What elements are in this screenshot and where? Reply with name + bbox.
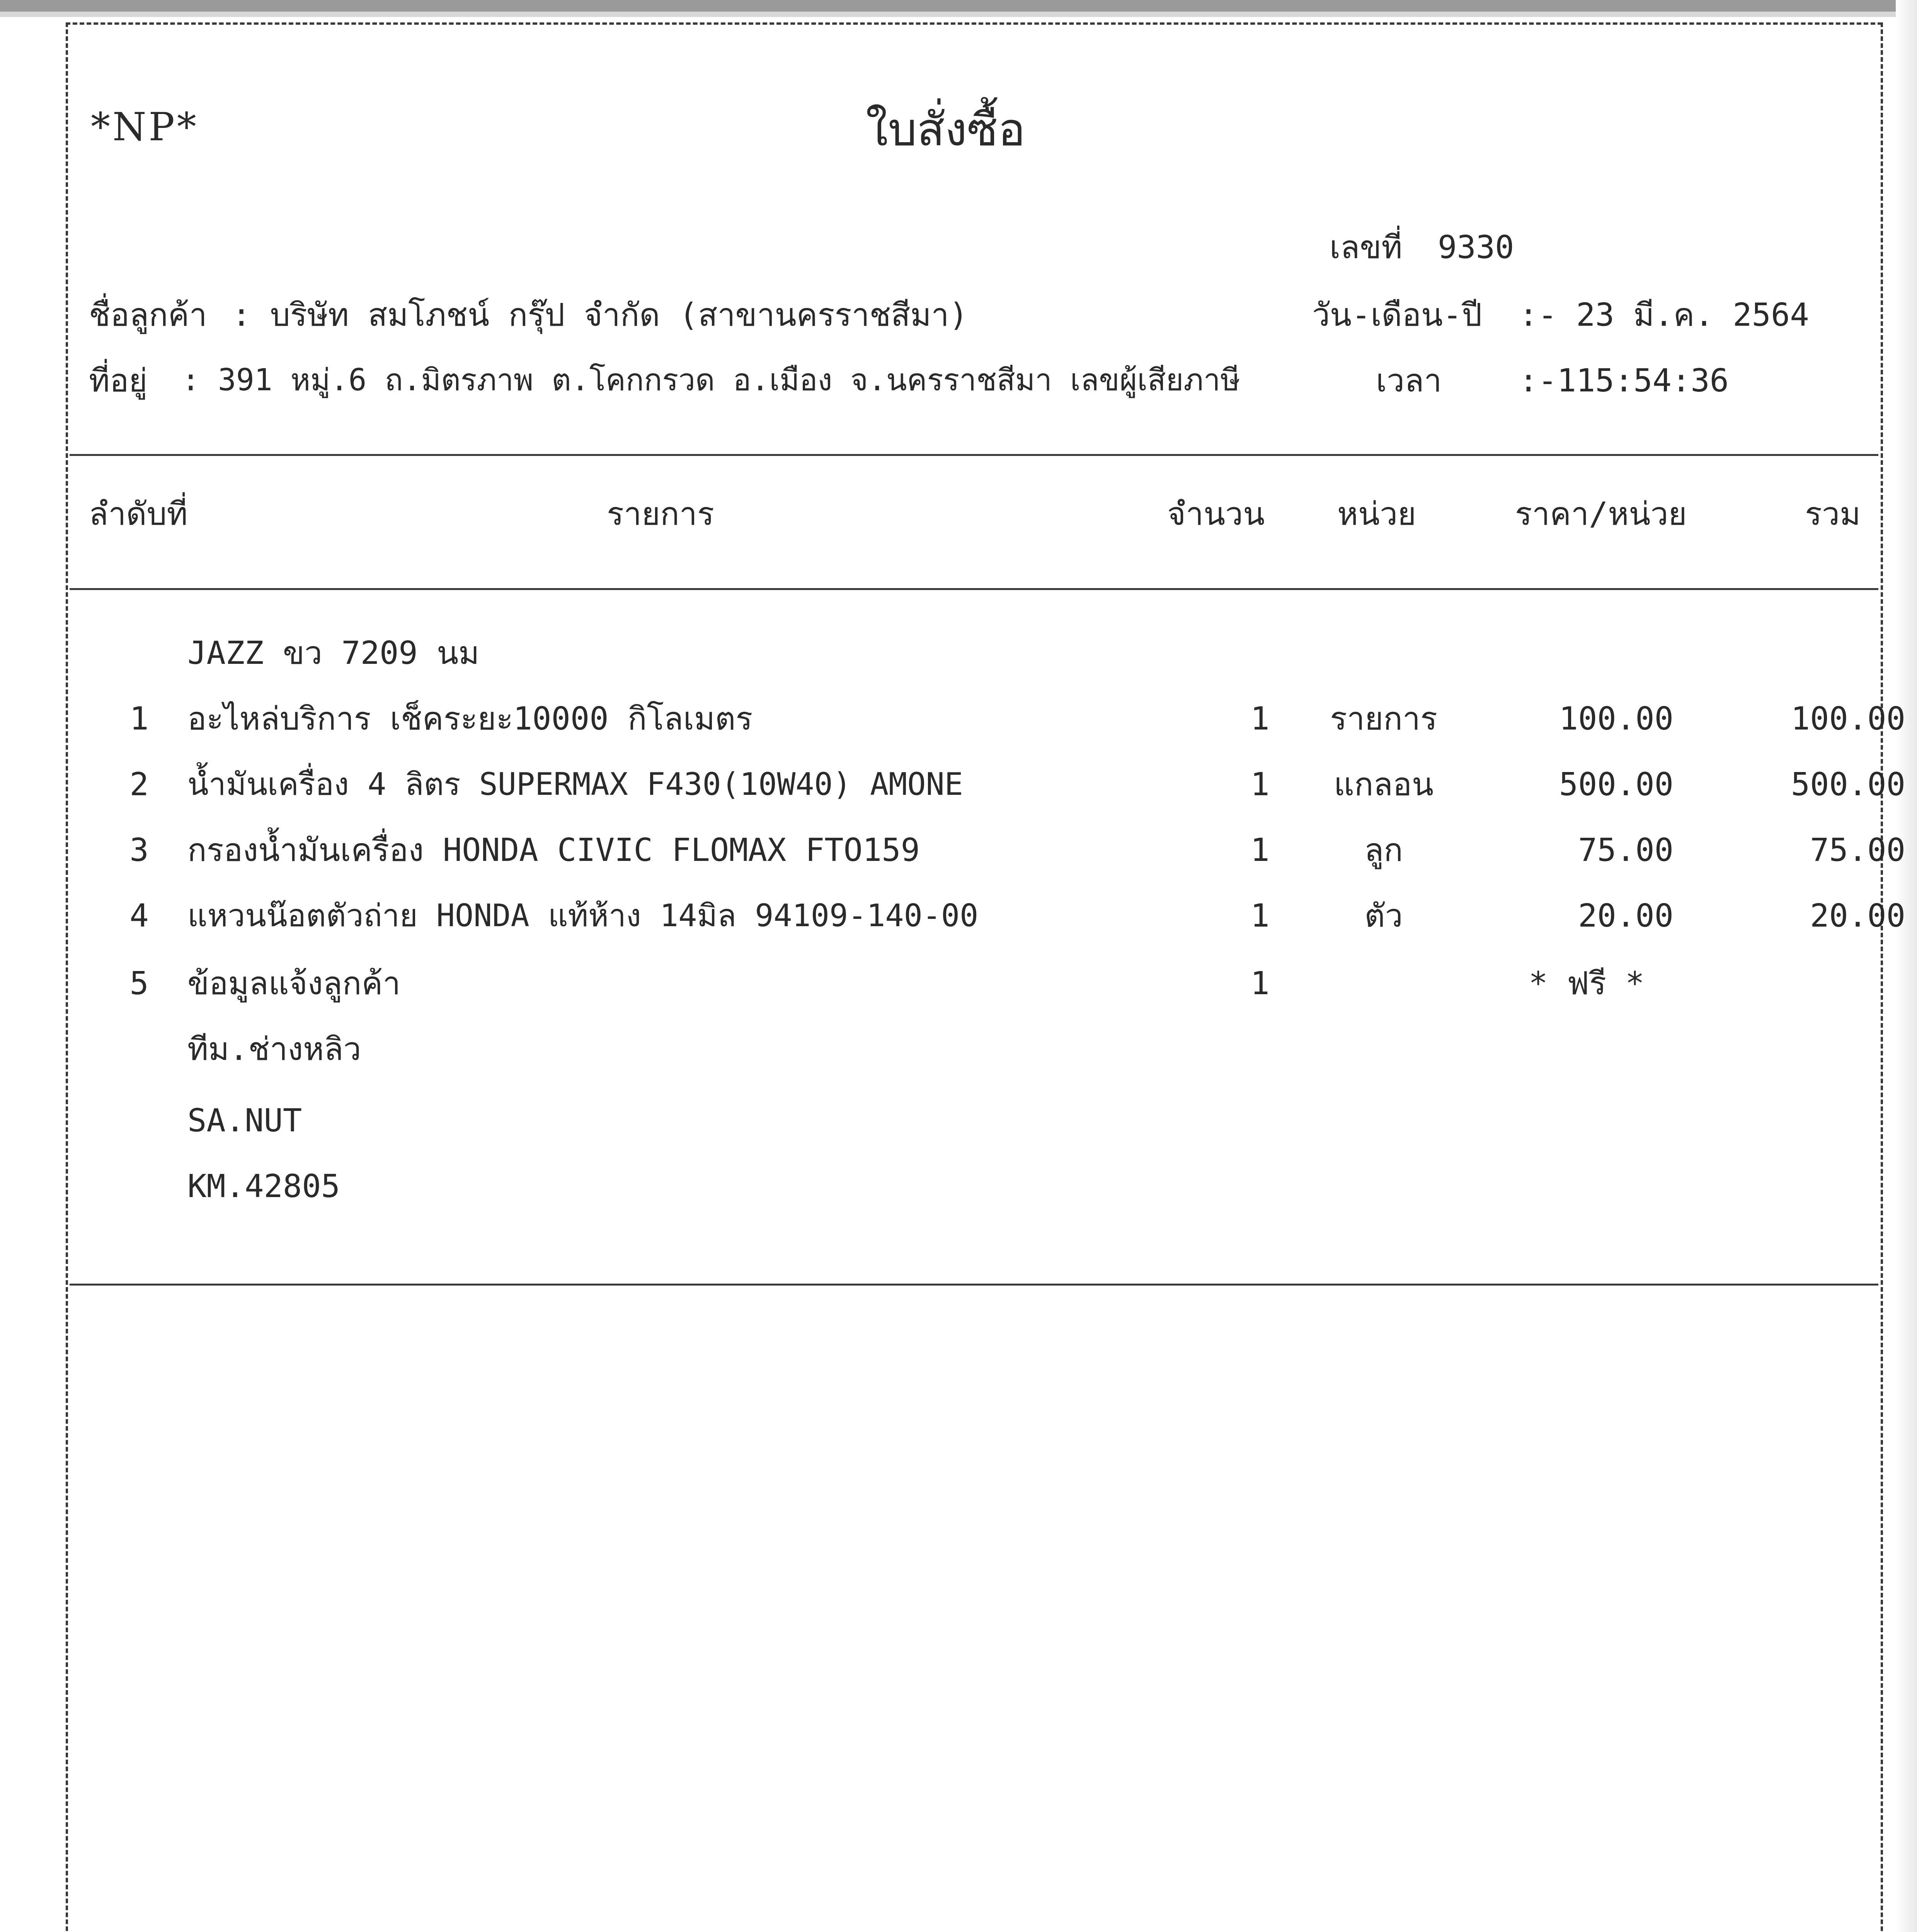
row-price: 75.00 bbox=[1578, 832, 1674, 869]
row-total: 500.00 bbox=[1791, 766, 1905, 803]
row-qty: 1 bbox=[1250, 965, 1270, 1002]
doc-no-label: เลขที่ bbox=[1330, 229, 1403, 266]
row-no: 5 bbox=[129, 965, 149, 1002]
page-title: ใบสั่งซื้อ bbox=[866, 103, 1026, 156]
note-line: SA.NUT bbox=[187, 1102, 302, 1139]
col-header-no: ลำดับที่ bbox=[89, 496, 188, 532]
row-total: 100.00 bbox=[1791, 701, 1905, 737]
scan-right-shade bbox=[1896, 0, 1917, 1932]
row-item: อะไหล่บริการ เช็คระยะ10000 กิโลเมตร bbox=[187, 701, 753, 737]
row-no: 3 bbox=[129, 832, 149, 869]
row-qty: 1 bbox=[1250, 766, 1270, 803]
row-unit: ตัว bbox=[1364, 898, 1403, 934]
scan-top-edge-shadow bbox=[0, 12, 1917, 17]
customer-address-label: ที่อยู่ bbox=[89, 362, 148, 399]
scan-top-edge bbox=[0, 0, 1917, 12]
row-qty: 1 bbox=[1250, 832, 1270, 869]
col-header-unit: หน่วย bbox=[1337, 496, 1416, 532]
date-label: วัน-เดือน-ปี bbox=[1312, 297, 1482, 333]
row-price: 500.00 bbox=[1559, 766, 1674, 803]
date-value: :- 23 มี.ค. 2564 bbox=[1519, 297, 1809, 333]
row-total: 20.00 bbox=[1810, 898, 1905, 934]
row-no: 2 bbox=[129, 766, 149, 803]
doc-no: 9330 bbox=[1438, 229, 1514, 266]
note-line: KM.42805 bbox=[187, 1168, 340, 1205]
row-unit: รายการ bbox=[1330, 701, 1437, 737]
vehicle-line: JAZZ ขว 7209 นม bbox=[187, 635, 480, 672]
row-no: 4 bbox=[129, 898, 149, 934]
time-label: เวลา bbox=[1376, 362, 1442, 399]
items-end-rule bbox=[70, 1284, 1878, 1286]
form-border-top bbox=[66, 22, 1882, 25]
time-value: :-115:54:36 bbox=[1519, 362, 1729, 399]
customer-address: : 391 หมู่.6 ถ.มิตรภาพ ต.โคกกรวด อ.เมือง จ.นครราชสีมา เลขผู้เสียภาษี bbox=[182, 363, 1240, 398]
form-border-left bbox=[66, 22, 68, 1932]
row-item: ข้อมูลแจ้งลูกค้า bbox=[187, 965, 401, 1002]
customer-name-label: ชื่อลูกค้า bbox=[89, 297, 207, 333]
row-unit: แกลอน bbox=[1333, 766, 1434, 803]
form-border-right bbox=[1881, 22, 1883, 1932]
row-qty: 1 bbox=[1250, 898, 1270, 934]
row-total: 75.00 bbox=[1810, 832, 1905, 869]
col-header-qty: จำนวน bbox=[1167, 496, 1265, 532]
row-price: 20.00 bbox=[1578, 898, 1674, 934]
table-header-rule bbox=[70, 588, 1878, 590]
row-item: กรองน้ำมันเครื่อง HONDA CIVIC FLOMAX FTO159 bbox=[187, 832, 920, 869]
row-price: * ฟรี * bbox=[1529, 965, 1645, 1002]
row-item: แหวนน๊อตตัวถ่าย HONDA แท้ห้าง 14มิล 94109-140-00 bbox=[187, 898, 979, 934]
row-unit: ลูก bbox=[1364, 832, 1403, 869]
row-item: น้ำมันเครื่อง 4 ลิตร SUPERMAX F430(10W40) AMONE bbox=[187, 766, 963, 802]
row-qty: 1 bbox=[1250, 701, 1270, 737]
col-header-price: ราคา/หน่วย bbox=[1515, 496, 1687, 532]
row-no: 1 bbox=[129, 701, 149, 737]
col-header-total: รวม bbox=[1805, 496, 1861, 532]
customer-name: : บริษัท สมโภชน์ กรุ๊ป จำกัด (สาขานครราชสีมา) bbox=[232, 297, 968, 333]
table-top-rule bbox=[70, 454, 1878, 456]
col-header-item: รายการ bbox=[607, 496, 714, 532]
brand-mark: *NP* bbox=[91, 104, 199, 150]
note-line: ทีม.ช่างหลิว bbox=[187, 1031, 361, 1068]
row-price: 100.00 bbox=[1559, 701, 1674, 737]
